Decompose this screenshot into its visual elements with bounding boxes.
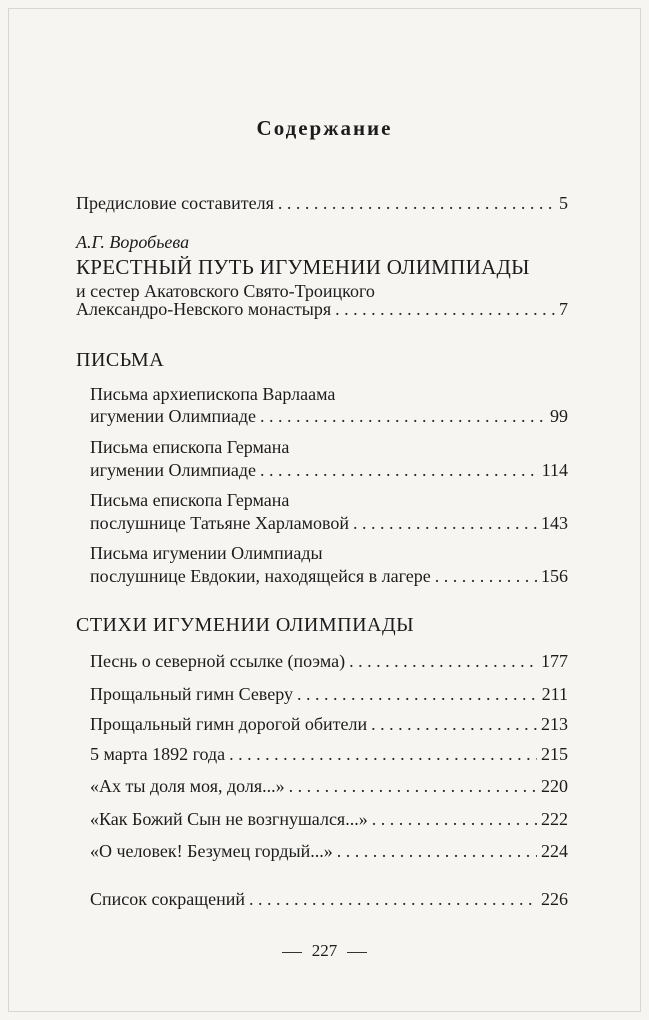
toc-page-number: 7 [559,299,568,319]
toc-entry-label: Предисловие составителя [76,193,274,213]
toc-entry-label: игумении Олимпиаде [90,460,256,480]
toc-entry-label: «О человек! Безумец гордый...» [90,841,333,861]
toc-entry-poem-5[interactable] [90,773,568,799]
leader-dots [353,510,537,536]
letters-item-2-line1: Письма епископа Германа [90,437,290,457]
toc-entry-label: Александро-Невского монастыря [76,299,332,319]
section-heading-letters: ПИСЬМА [76,349,165,371]
toc-entry-label: Песнь о северной ссылке (поэма) [90,651,346,671]
toc-entry-letters-3[interactable] [90,510,568,536]
letters-item-4-line1: Письма игумении Олимпиады [90,543,323,563]
leader-dots [372,806,537,832]
letters-item-3-line1: Письма епископа Германа [90,490,290,510]
toc-entry-letters-2[interactable] [90,457,568,483]
leader-dots [435,563,537,589]
toc-page-number: 114 [541,460,568,480]
toc-entry-poem-1[interactable] [90,648,568,674]
toc-entry-main-article[interactable] [76,296,568,322]
leader-dots [260,457,538,483]
toc-entry-label: «Как Божий Сын не возгнушался...» [90,809,368,829]
toc-entry-letters-4[interactable] [90,563,568,589]
page-footer [0,941,649,961]
toc-entry-label: Прощальный гимн дорогой обители [90,714,368,734]
toc-entry-label: «Ах ты доля моя, доля...» [90,776,285,796]
toc-page-number: 177 [541,651,568,671]
footer-dash-right [347,952,367,953]
leader-dots [289,773,537,799]
toc-entry-label: игумении Олимпиаде [90,406,256,426]
main-article-subtitle-line1: и сестер Акатовского Свято-Троицкого [76,281,375,301]
toc-page-number: 5 [559,193,568,213]
contents-title: Содержание [256,116,393,140]
footer-dash-left [282,952,302,953]
toc-page-number: 222 [541,809,568,829]
toc-page-number: 156 [541,566,568,586]
toc-entry-label: послушнице Евдокии, находящейся в лагере [90,566,431,586]
leader-dots [249,886,537,912]
leader-dots [335,296,555,322]
author-name: А.Г. Воробьева [76,232,190,252]
toc-page-number: 143 [541,513,568,533]
toc-entry-poem-6[interactable] [90,806,568,832]
page-number: 227 [311,941,338,960]
leader-dots [229,741,537,767]
leader-dots [278,190,555,216]
toc-page-number: 211 [541,684,568,704]
toc-entry-label: Список сокращений [90,889,245,909]
leader-dots [260,403,546,429]
toc-entry-label: послушнице Татьяне Харламовой [90,513,349,533]
toc-entry-preface[interactable] [76,190,568,216]
toc-page-number: 99 [550,406,568,426]
toc-entry-label: 5 марта 1892 года [90,744,226,764]
toc-page-number: 215 [541,744,568,764]
toc-page-number: 220 [541,776,568,796]
toc-page-number: 226 [541,889,568,909]
toc-entry-abbreviations[interactable] [90,886,568,912]
toc-entry-letters-1[interactable] [90,403,568,429]
toc-entry-poem-4[interactable] [90,741,568,767]
toc-entry-poem-2[interactable] [90,681,568,707]
letters-item-1-line1: Письма архиепископа Варлаама [90,384,336,404]
leader-dots [349,648,537,674]
toc-page-number: 213 [541,714,568,734]
main-article-title[interactable]: КРЕСТНЫЙ ПУТЬ ИГУМЕНИИ ОЛИМПИАДЫ [76,255,530,279]
leader-dots [297,681,538,707]
section-heading-poems: СТИХИ ИГУМЕНИИ ОЛИМПИАДЫ [76,614,415,636]
toc-entry-poem-7[interactable] [90,838,568,864]
toc-entry-label: Прощальный гимн Северу [90,684,293,704]
leader-dots [337,838,537,864]
toc-page-number: 224 [541,841,568,861]
toc-entry-poem-3[interactable] [90,711,568,737]
leader-dots [371,711,537,737]
